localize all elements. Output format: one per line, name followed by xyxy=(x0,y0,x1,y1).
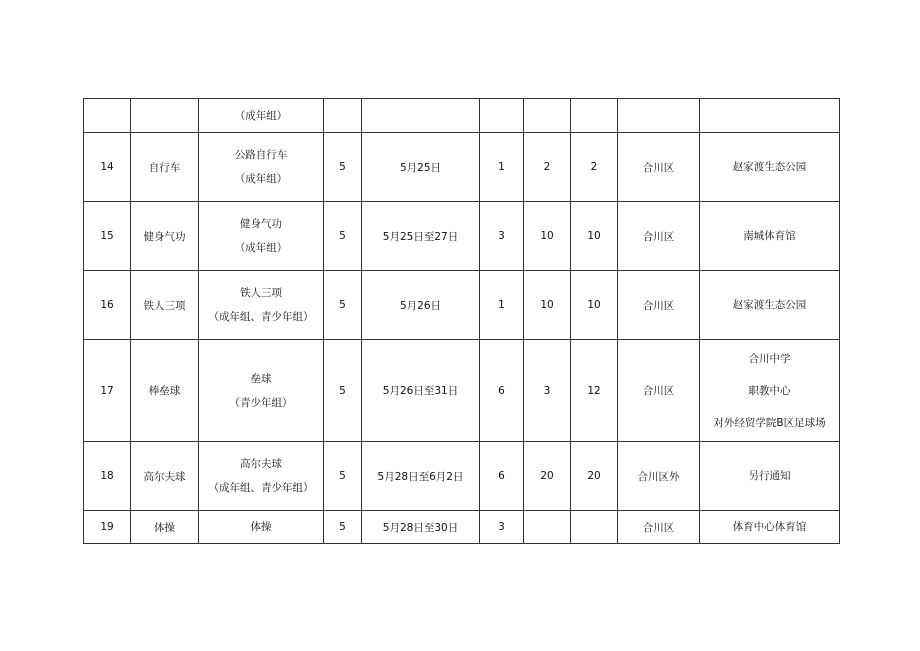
cell-location xyxy=(700,340,840,442)
cell-value-3: 10 xyxy=(524,271,571,340)
cell-location xyxy=(700,511,840,544)
schedule-table xyxy=(83,98,840,544)
event-line: （成年组、青少年组） xyxy=(208,482,314,494)
cell-value-3 xyxy=(524,99,571,133)
table-row xyxy=(84,271,840,340)
cell-value-1: 5 xyxy=(324,133,362,202)
table-row xyxy=(84,340,840,442)
cell-value-3: 20 xyxy=(524,442,571,511)
cell-value-3: 2 xyxy=(524,133,571,202)
cell-date: 5月28日至30日 xyxy=(362,511,480,544)
location-line: 另行通知 xyxy=(748,470,791,482)
cell-area: 合川区外 xyxy=(618,442,700,511)
cell-event xyxy=(199,442,324,511)
cell-event xyxy=(199,99,324,133)
event-line: （青少年组） xyxy=(229,396,293,409)
location-line: 赵家渡生态公园 xyxy=(732,161,807,173)
cell-value-2: 3 xyxy=(480,202,524,271)
table-row xyxy=(84,133,840,202)
cell-number: 15 xyxy=(84,202,131,271)
cell-number: 18 xyxy=(84,442,131,511)
cell-location xyxy=(700,133,840,202)
cell-number: 16 xyxy=(84,271,131,340)
cell-value-4: 12 xyxy=(571,340,618,442)
table-row xyxy=(84,511,840,544)
cell-value-4 xyxy=(571,511,618,544)
cell-sport: 体操 xyxy=(131,511,199,544)
cell-sport: 高尔夫球 xyxy=(131,442,199,511)
cell-event xyxy=(199,133,324,202)
cell-location xyxy=(700,271,840,340)
cell-sport xyxy=(131,99,199,133)
cell-value-1 xyxy=(324,99,362,133)
cell-date: 5月25日 xyxy=(362,133,480,202)
cell-area xyxy=(618,99,700,133)
event-line: （成年组） xyxy=(234,173,288,185)
location-line: 合川中学 xyxy=(748,352,791,365)
cell-sport: 铁人三项 xyxy=(131,271,199,340)
cell-value-2: 1 xyxy=(480,271,524,340)
cell-date: 5月28日至6月2日 xyxy=(362,442,480,511)
cell-value-2: 1 xyxy=(480,133,524,202)
cell-number xyxy=(84,99,131,133)
cell-value-3: 10 xyxy=(524,202,571,271)
cell-event xyxy=(199,340,324,442)
event-line: 体操 xyxy=(250,521,272,533)
event-line: 垒球 xyxy=(250,372,272,385)
cell-event xyxy=(199,271,324,340)
cell-value-3 xyxy=(524,511,571,544)
location-line: 南城体育馆 xyxy=(743,230,796,242)
cell-value-4: 10 xyxy=(571,202,618,271)
cell-date: 5月26日至31日 xyxy=(362,340,480,442)
location-line: 职教中心 xyxy=(748,384,791,397)
cell-sport: 健身气功 xyxy=(131,202,199,271)
cell-value-1: 5 xyxy=(324,271,362,340)
cell-location xyxy=(700,99,840,133)
cell-value-4: 20 xyxy=(571,442,618,511)
cell-sport: 自行车 xyxy=(131,133,199,202)
cell-value-2 xyxy=(480,99,524,133)
cell-date: 5月25日至27日 xyxy=(362,202,480,271)
cell-value-1: 5 xyxy=(324,340,362,442)
cell-location xyxy=(700,442,840,511)
location-line: 体育中心体育馆 xyxy=(732,521,807,533)
cell-area: 合川区 xyxy=(618,340,700,442)
event-line: 铁人三项 xyxy=(240,287,282,299)
cell-number: 14 xyxy=(84,133,131,202)
table-row xyxy=(84,99,840,133)
cell-value-4: 2 xyxy=(571,133,618,202)
cell-value-1: 5 xyxy=(324,202,362,271)
event-line: 健身气功 xyxy=(240,218,282,230)
cell-value-4: 10 xyxy=(571,271,618,340)
location-line: 赵家渡生态公园 xyxy=(732,299,807,311)
cell-value-4 xyxy=(571,99,618,133)
location-line: 对外经贸学院B区足球场 xyxy=(713,416,826,429)
event-line: （成年组） xyxy=(234,109,288,122)
cell-value-2: 3 xyxy=(480,511,524,544)
cell-value-1: 5 xyxy=(324,442,362,511)
cell-event xyxy=(199,511,324,544)
cell-sport: 棒垒球 xyxy=(131,340,199,442)
cell-value-1: 5 xyxy=(324,511,362,544)
cell-date xyxy=(362,99,480,133)
cell-value-2: 6 xyxy=(480,442,524,511)
cell-area: 合川区 xyxy=(618,511,700,544)
table-row xyxy=(84,202,840,271)
event-line: （成年组） xyxy=(234,242,288,254)
cell-location xyxy=(700,202,840,271)
event-line: （成年组、青少年组） xyxy=(208,311,314,323)
cell-value-3: 3 xyxy=(524,340,571,442)
cell-date: 5月26日 xyxy=(362,271,480,340)
cell-area: 合川区 xyxy=(618,202,700,271)
cell-number: 19 xyxy=(84,511,131,544)
event-line: 公路自行车 xyxy=(234,149,288,161)
event-line: 高尔夫球 xyxy=(240,458,282,470)
cell-value-2: 6 xyxy=(480,340,524,442)
table-row xyxy=(84,442,840,511)
cell-event xyxy=(199,202,324,271)
cell-area: 合川区 xyxy=(618,271,700,340)
cell-number: 17 xyxy=(84,340,131,442)
cell-area: 合川区 xyxy=(618,133,700,202)
